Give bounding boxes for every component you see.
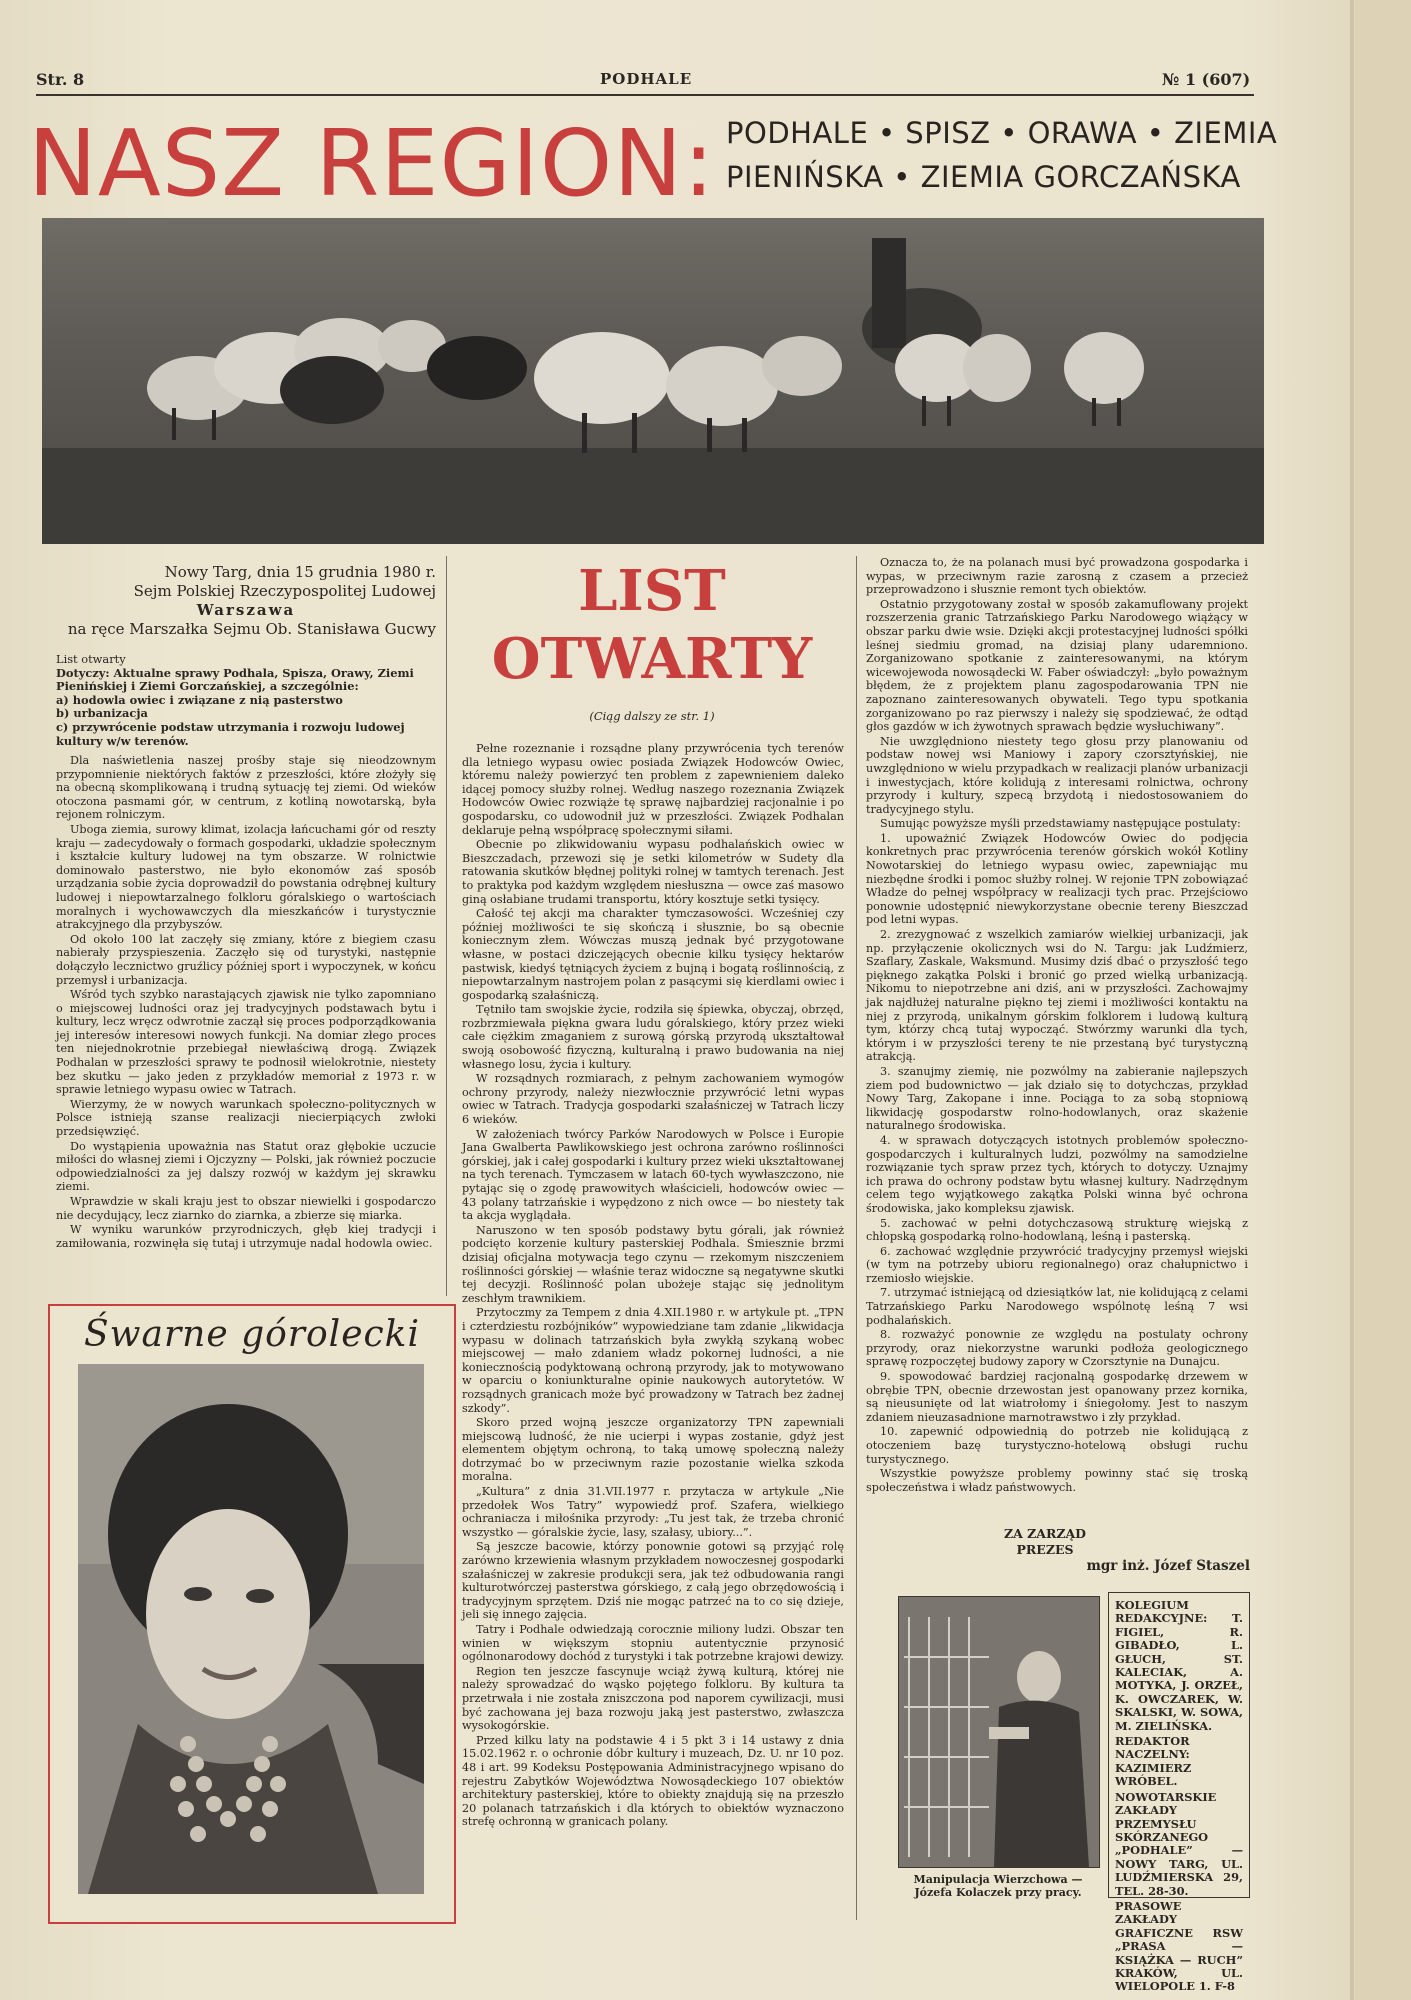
col2-paragraph: Przytoczmy za Tempem z dnia 4.XII.1980 r. w artykule pt. „TPN i czterdziestu rozbójników” wypowiedziane tam zdanie „likwidacja wypasu w dolinach tatrzańskich była zwykłą szykaną wobec miejscowej — mało zdaniem władz pokornej ludności, a nie koniecznością podyktowaną ochroną przyrody, jak to motywowano w oparciu o koniunkturalne opinie naukowych autorytetów. W rozsądnych granicach może być prowadzony w Tatrach bez żadnej szkody”.: [462, 1306, 844, 1415]
region-line-1: PODHALE • SPISZ • ORAWA • ZIEMIA: [726, 116, 1278, 150]
column-2-text: [462, 742, 844, 1918]
signature-name: mgr inż. Józef Staszel: [1086, 1558, 1250, 1574]
col1-paragraph: Wprawdzie w skali kraju jest to obszar niewielki i gospodarczo nie decydujący, lecz ziarnko do ziarnka, a zbierze się miarka.: [56, 1195, 436, 1222]
col2-paragraph: Tatry i Podhale odwiedzają corocznie miliony ludzi. Obszar ten winien w większym stopniu autentycznie przynosić ogólnonarodowy dochód z turystyki i tak potrzebne krajowi dewizy.: [462, 1623, 844, 1664]
issue-number: № 1 (607): [1162, 70, 1251, 89]
sheep-photo: [42, 218, 1264, 544]
col3-paragraph: 9. spowodować bardziej racjonalną gospodarkę drzewem w obrębie TPN, obecnie drzewostan jest opanowany przez kornika, są nieusunięte od lat wiatrołomy i śniegołomy. Jest to naszym zdaniem nieuzasadnione marnotrawstwo i zły przykład.: [866, 1370, 1248, 1424]
col1-paragraph: Do wystąpienia upoważnia nas Statut oraz głębokie uczucie miłości do własnej ziemi i Ojczyzny — Polski, jak również poczucie odpowiedzialności za jej dalszy rozwój w każdym jej skrawku ziemi.: [56, 1139, 436, 1194]
col3-paragraph: 5. zachować w pełni dotychczasową strukturę wiejską z chłopską gospodarką rolno-hodowlaną, leśną i pasterską.: [866, 1216, 1248, 1244]
swarne-title: Śwarne górolecki: [84, 1314, 420, 1355]
col1-paragraph: W wyniku warunków przyrodniczych, głęb kiej tradycji i zamiłowania, rozwinęła się tutaj i utrzymuje nadal hodowla owiec.: [56, 1223, 436, 1250]
col3-paragraph: 7. utrzymać istniejącą od dziesiątków lat, nie kolidującą z celami Tatrzańskiego Parku Narodowego wspólnotę leśną 7 wsi podhalańskich.: [866, 1286, 1248, 1327]
col2-paragraph: Przed kilku laty na podstawie 4 i 5 pkt 3 i 14 ustawy z dnia 15.02.1962 r. o ochronie dóbr kultury i muzeach, Dz. U. nr 10 poz. 48 i art. 99 Kodeksu Postępowania Administracyjnego wpisano do rejestru Zabytków Województwa Nowosądeckiego 107 obiektów architektury pasterskiej, które to obiekty znajdują się na przeszło 20 polanach tatrzańskich i dla których to obiektów wyznaczono strefę ochronną w granicach polany.: [462, 1733, 844, 1829]
column-1-text: [56, 754, 436, 1286]
col2-paragraph: Obecnie po zlikwidowaniu wypasu podhalańskich owiec w Bieszczadach, przewozi się je setki kilometrów w Sudety dla ratowania skutków błędnej polityki rolnej w tamtych terenach. Jest to praktyka pod każdym względem niesłuszna — owce zaś masowo giną osłabiane trudami transportu, który kosztuje setki tysięcy.: [462, 838, 844, 906]
col3-paragraph: 6. zachować względnie przywrócić tradycyjny przemysł wiejski (w tym na potrzeby ubioru regionalnego) oraz chałupnictwo i rzemiosło wiejskie.: [866, 1244, 1248, 1285]
col2-paragraph: Skoro przed wojną jeszcze organizatorzy TPN zapewniali miejscową ludność, że nie ucierpi i wypas zostanie, gdyż jest elementem objętym ochroną, to taką umowę społeczną należy dotrzymać bo w przeciwnym razie pozostanie wielka szkoda moralna.: [462, 1416, 844, 1484]
col1-paragraph: Wśród tych szybko narastających zjawisk nie tylko zapomniano o miejscowej ludności oraz jej tradycyjnych podstawach bytu i kultury, lecz wręcz odwrotnie zaczął się proces podporządkowania jej interesów interesowi nowych funkcji. Na domiar złego proces ten niejednokrotnie przebiegał niewłaściwą drogą. Związek Podhalan w przeszłości sprawy te podnosił wielokrotnie, niestety bez skutku — jako jeden z przykładów memoriał z 1973 r. w sprawie letniego wypasu owiec w Tatrach.: [56, 988, 436, 1097]
continuation-note: (Ciąg dalszy ze str. 1): [589, 709, 715, 723]
col3-paragraph: Ostatnio przygotowany został w sposób zakamuflowany projekt rozszerzenia granic Tatrzańskiego Parku Narodowego wiążący w obszar parku dwie wsie. Dzięki akcji protestacyjnej ludności spółki leśnej siedmiu gromad, na dzisiaj plany udaremniono. Zorganizowano spotkanie z zainteresowanymi, na którym wicewojewoda nowosądecki W. Faber oświadczył: „było poważnym błędem, że z projektem planu zagospodarowania TPN nie zapoznano zainteresowanych obywateli. Tego typu spotkania zorganizowano po raz pierwszy i należy się spodziewać, że odtąd głos gazdów w ich żywotnych sprawach będzie wysłuchiwany”.: [866, 597, 1248, 734]
header-rule: [36, 94, 1254, 96]
col2-paragraph: Naruszono w ten sposób podstawy bytu górali, jak również podcięto korzenie kultury pasterskiej Podhala. Śmiesznie brzmi dzisiaj oficjalna motywacja tego czynu — rzekomym niszczeniem roślinności górskiej — właśnie teraz widoczne są negatywne skutki tej decyzji. Roślinność polan ubożeje stając się jednolitym zeschłym trawnikiem.: [462, 1223, 844, 1305]
page-fold: [1350, 0, 1354, 2000]
col2-paragraph: Region ten jeszcze fascynuje wciąż żywą kulturą, której nie należy sprowadzać do wąsko pojętego folkloru. By kultura ta przetrwała i nie została zniszczona pod naporem cywilizacji, musi być zachowana jej baza rozwoju jaką jest pasterstwo, zwłaszcza wysokogórskie.: [462, 1664, 844, 1733]
weaver-photo: [898, 1596, 1100, 1868]
col1-paragraph: Wierzymy, że w nowych warunkach społeczno-politycznych w Polsce istnieją szanse realizacji niecierpiących zwłoki przedsięwzięć.: [56, 1097, 436, 1139]
letter-subject: [56, 653, 436, 748]
letter-city: Warszawa: [196, 601, 296, 619]
list-title-line-1: LIST: [578, 558, 726, 624]
printer-info: PRASOWE ZAKŁADY GRAFICZNE RSW „PRASA — KSIĄŻKA — RUCH” KRAKÓW, UL. WIELOPOLE 1. F-8: [1115, 1898, 1243, 1994]
col2-paragraph: Całość tej akcji ma charakter tymczasowości. Wcześniej czy później możliwości te się skończą i słusznie, bo są obecnie koniecznym złem. Wówczas muszą jednak być przygotowane własne, w postaci dziczejących obecnie kilku tysięcy hektarów pastwisk, kiedyś tętniących życiem z bujną i bogatą roślinnością, z niepowtarzalnym nastrojem polan z pasącymi się kierdlami owiec i gospodarką szałaśniczą.: [462, 907, 844, 1002]
paper-name: PODHALE: [600, 70, 693, 88]
col3-paragraph: Nie uwzględniono niestety tego głosu przy planowaniu od podstaw nowej wsi Maniowy i zapory czorsztyńskiej, nie uwzględniono w wielu przypadkach w realizacji planów urbanizacji i inwestycjach, które kolidują z interesami rolnictwa, ochrony przyrody i kultury, szpecą brzydotą i niedostosowaniem do tradycyjnego stylu.: [866, 734, 1248, 816]
swarne-gorolecki-box: [48, 1304, 456, 1924]
col3-paragraph: Oznacza to, że na polanach musi być prowadzona gospodarka i wypas, w przeciwnym razie zarosną z czasem a przecież przeprowadzono i słusznie remont tych obiektów.: [866, 556, 1248, 597]
letter-addressee: Sejm Polskiej Rzeczypospolitej Ludowej: [133, 582, 436, 600]
letter-date: Nowy Targ, dnia 15 grudnia 1980 r.: [164, 563, 436, 581]
letter-item-b: b) urbanizacja: [56, 706, 148, 721]
col2-paragraph: W założeniach twórcy Parków Narodowych w Polsce i Europie Jana Gwalberta Pawlikowskiego jest ochrona zarówno roślinności górskiej, jak i całej gospodarki i kultury przez wieki ukształtowanej na tych terenach. Tymczasem w latach 60-tych wywłaszczono, nie pytając się o zgodę prawowitych właścicieli, hodowców owiec — 43 polany tatrzańskie i wypędzono z nich owce — bo niestety tak ta akcja wyglądała.: [462, 1127, 844, 1223]
col3-paragraph: 3. szanujmy ziemię, nie pozwólmy na zabieranie najlepszych ziem pod budownictwo — jak działo się to dotychczas, przykład Nowy Targ, Zakopane i inne. Pociąga to za sobą stopniową likwidację gospodarstw rolno-hodowlanych, oraz skażenie naturalnego środowiska.: [866, 1064, 1248, 1133]
editor-in-chief: REDAKTOR NACZELNY: KAZIMIERZ WRÓBEL.: [1115, 1734, 1192, 1789]
letter-type: List otwarty: [56, 652, 126, 666]
col2-paragraph: Tętniło tam swojskie życie, rodziła się śpiewka, obyczaj, obrzęd, rozbrzmiewała piękna gwara ludu góralskiego, który przez wieki całe ciężkim zmaganiem z surową górską przyrodą ukształtował swoją osobowość fizyczną, kulturalną i prawo budowania na niej własnego losu, życia i kultury.: [462, 1003, 844, 1071]
region-line-2: PIENIŃSKA • ZIEMIA GORCZAŃSKA: [726, 160, 1241, 194]
editorial-board: KOLEGIUM REDAKCYJNE: T. FIGIEL, R. GIBADŁO, L. GŁUCH, ST. KALECIAK, A. MOTYKA, J. ORZEŁ, K. OWCZAREK, W. SKALSKI, W. SOWA, M. ZIELIŃSKA.: [1115, 1598, 1243, 1733]
col3-paragraph: 2. zrezygnować z wszelkich zamiarów wielkiej urbanizacji, jak np. przyłączenie okolicznych wsi do N. Targu: jak Ludźmierz, Szaflary, Zaskale, Waksmund. Musimy dziś dbać o przyszłość tego pięknego zakątka Polski i bronić go przed wielką urbanizacją. Nikomu to niepotrzebne ani dziś, ani w przyszłości. Zachowajmy jak najdłużej naturalne piękno tej ziemi i możliwości kontaktu na niej z przyrodą, unikalnym górskim folklorem i ludową kulturą tym, którzy chcą tutaj wypocząć. Stwórzmy warunki dla tych, którym i w przyszłości tereny te nie przestaną być turystyczną atrakcją.: [866, 928, 1248, 1064]
col3-paragraph: Wszystkie powyższe problemy powinny stać się troską społeczeństwa i władz państwowych.: [866, 1467, 1248, 1494]
col3-paragraph: 8. rozważyć ponownie ze względu na postulaty ochrony przyrody, oraz niekorzystne warunki podłoża geologicznego sprawę rozpoczętej budowy zapory w Czorsztynie na Dunajcu.: [866, 1328, 1248, 1369]
letter-attention: na ręce Marszałka Sejmu Ob. Stanisława Gucwy: [67, 620, 436, 638]
col2-paragraph: „Kultura” z dnia 31.VII.1977 r. przytacza w artykule „Nie przedołek Wos Tatry” wypowiedź prof. Szafera, wielkiego ochraniacza i miłośnika przyrody: „Tu jest tak, że trzeba chronić wszystko — góralskie życie, lasy, szałasy, ubiory...”.: [462, 1485, 844, 1539]
letter-address: [56, 563, 436, 639]
col1-paragraph: Uboga ziemia, surowy klimat, izolacja łańcuchami gór od reszty kraju — zadecydowały o formach gospodarki, układzie społecznym i kształcie kultury ludowej na tym obszarze. W rolnictwie dominowało pasterstwo, nie było ekonomów zaś sposób urządzania sobie życia doprowadził do powstania odrębnej kultury ludowej i niepowtarzalnego folkloru góralskiego o wartościach moralnych i wychowawczych dla mieszkańców i turystycznie atrakcyjnego dla przybyszów.: [56, 822, 436, 932]
section-title: NASZ REGION:: [28, 110, 716, 217]
portrait-photo: [78, 1364, 424, 1894]
col1-paragraph: Od około 100 lat zaczęły się zmiany, które z biegiem czasu nabierały przyspieszenia. Zaczęło się od turystyki, następnie dołączyło lecznictwo gruźlicy później sport i wypoczynek, w końcu przemysł i urbanizacja.: [56, 932, 436, 987]
col3-paragraph: 4. w sprawach dotyczących istotnych problemów społeczno-gospodarczych i kulturalnych ludzi, pozwólmy na samodzielne rozwiązanie tych spraw przez tych, których to dotyczy. Uznajmy ich prawa do ochrony podstaw bytu własnej kultury. Nadrzędnym celem tego wyjątkowego zakątka Polski winna być ochrona środowiska, jako kompleksu zjawisk.: [866, 1133, 1248, 1215]
column-3-text: [866, 556, 1248, 1516]
signature-org: ZA ZARZĄD: [1003, 1526, 1087, 1541]
column-rule-1: [446, 556, 447, 1296]
col1-paragraph: Dla naświetlenia naszej prośby staje się nieodzownym przypomnienie niektórych faktów z przeszłości, które złożyły się na obecną skomplikowaną i trudną sytuację tej ziemi. Od wieków otoczona pasmami gór, w centrum, z kotliną nowotarską, była rejonem rolniczym.: [56, 754, 436, 822]
editorial-board-box: [1108, 1592, 1250, 1994]
col2-paragraph: Pełne rozeznanie i rozsądne plany przywrócenia tych terenów dla letniego wypasu owiec posiada Związek Hodowców Owiec, któremu należy powierzyć ten problem z zapewnieniem daleko idącej pomocy służby rolnej. Według naszego rozeznania Związek Hodowców Owiec rozwiąże tę sprawę najbardziej racjonalnie i po gospodarsku, co udowodnił już w przeszłości. Związek Podhalan deklaruje pełną współpracę społecznymi siłami.: [462, 742, 844, 837]
signature-role: PREZES: [1016, 1542, 1074, 1557]
col3-paragraph: 10. zapewnić odpowiednią do potrzeb nie kolidującą z otoczeniem bazę turystyczno-hotelową obsługi ruchu turystycznego.: [866, 1425, 1248, 1466]
col2-paragraph: W rozsądnych rozmiarach, z pełnym zachowaniem wymogów ochrony przyrody, należy niezwłocznie przywrócić letni wypas owiec w Tatrach. Tradycja gospodarki szałaśniczej w Tatrach liczy 6 wieków.: [462, 1072, 844, 1127]
letter-item-c: c) przywrócenie podstaw utrzymania i rozwoju ludowej kultury w/w terenów.: [56, 719, 405, 748]
page-label: Str. 8: [36, 70, 85, 89]
column-rule-2: [856, 556, 857, 1920]
page-edge-strip: [1355, 0, 1411, 2000]
publisher-info: NOWOTARSKIE ZAKŁADY PRZEMYSŁU SKÓRZANEGO „PODHALE” — NOWY TARG, UL. LUDŹMIERSKA 29, TEL. 28-30.: [1115, 1789, 1243, 1898]
col3-paragraph: Sumując powyższe myśli przedstawiamy następujące postulaty:: [880, 817, 1241, 831]
col2-paragraph: Są jeszcze bacowie, którzy ponownie gotowi są przyjąć rolę zarówno krzewienia własnym przykładem nowoczesnej gospodarki szałaśniczej w zakresie produkcji sera, jak też odbudowania rangi kulturotwórczej pasterstwa górskiego, z całą jego obrzędowością i tradycyjnym sprzętem. Dziś nie mogąc patrzeć na to co się dzieje, jeli się innego zajęcia.: [462, 1540, 844, 1622]
weaver-photo-caption: Manipulacja Wierzchowa — Józefa Kolaczek przy pracy.: [913, 1873, 1083, 1899]
col3-paragraph: 1. upoważnić Związek Hodowców Owiec do podjęcia konkretnych prac przywrócenia terenów górskich wokół Kotliny Nowotarskiej do letniego wypasu owiec, zapewniając mu niezbędne środki i pomoc służby rolnej. W rejonie TPN zobowiązać Władze do pełnej współpracy w realizacji tych prac. Przejściowo ponownie udostępnić niewykorzystane obecnie tereny Bieszczad pod letni wypas.: [866, 831, 1248, 927]
list-title-line-2: OTWARTY: [491, 626, 813, 692]
letter-item-a: a) hodowla owiec i związane z nią pasterstwo: [56, 692, 343, 707]
letter-subject-line: Dotyczy: Aktualne sprawy Podhala, Spisza, Orawy, Ziemi Pienińskiej i Ziemi Gorczańskiej, a szczególnie:: [56, 665, 414, 694]
